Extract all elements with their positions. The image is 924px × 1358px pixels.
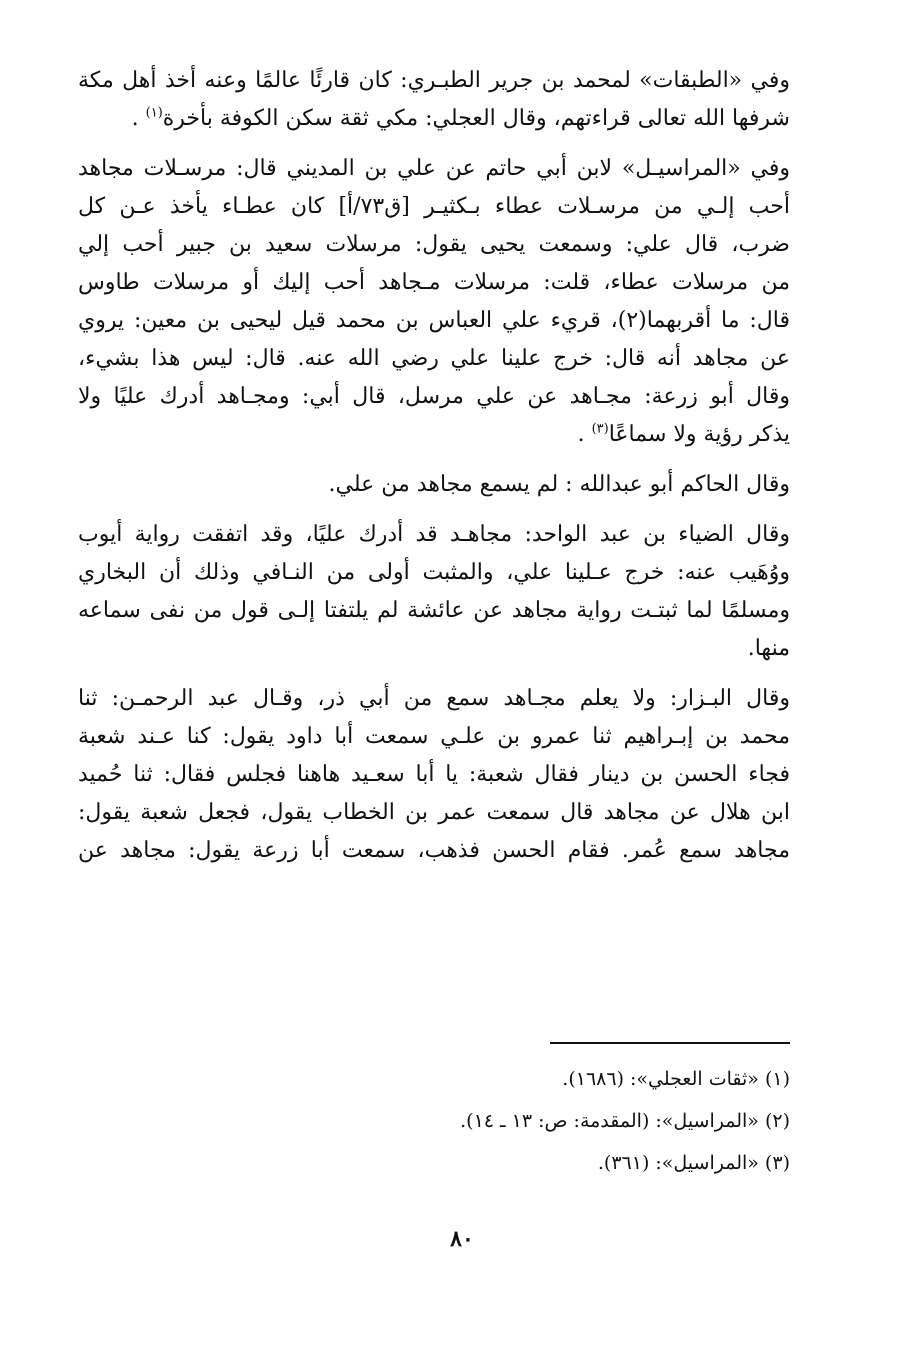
text-line: مجاهد سمع عُمر. فقام الحسن فذهب، سمعت أبا زرعة يقول: مجاهد عن xyxy=(78,838,790,863)
footnote-ref: (١) xyxy=(145,105,163,121)
text-line: وفي «الطبقات» لمحمد بن جرير الطبـري: كان قارئًا عالمًا وعنه أخذ أهل مكة xyxy=(78,68,790,93)
text-line-body: يذكر رؤية ولا سماعًا xyxy=(608,422,790,447)
text-line: قال: ما أقربهما(٢)، قريء علي العباس بن محمد قيل ليحيى بن معين: يروي xyxy=(78,308,790,333)
text-line: وفي «المراسيـل» لابن أبي حاتم عن علي بن المديني قال: مرسـلات مجاهد xyxy=(78,156,790,181)
text-line: ضرب، قال علي: وسمعت يحيى يقول: مرسلات سعيد بن جبير أحب إلي xyxy=(78,232,790,257)
text-line: وقال البـزار: ولا يعلم مجـاهد سمع من أبي ذر، وقـال عبد الرحمـن: ثنا xyxy=(78,686,790,711)
footnote-item: (١) «ثقات العجلي»: (١٦٨٦). xyxy=(562,1068,790,1090)
main-text xyxy=(78,62,790,882)
line-tail: . xyxy=(577,422,592,447)
text-line xyxy=(78,416,790,454)
footnote-item: (٣) «المراسيل»: (٣٦١). xyxy=(597,1152,790,1174)
text-line: محمد بن إبـراهيم ثنا عمرو بن علـي سمعت أبا داود يقول: كنا عـند شعبة xyxy=(78,724,791,749)
text-line: وقال الضياء بن عبد الواحد: مجاهـد قد أدرك عليًا، وقد اتفقت رواية أيوب xyxy=(78,522,790,547)
text-line xyxy=(78,100,790,138)
text-line: وقال أبو زرعة: مجـاهد عن علي مرسل، قال أبي: ومجـاهد أدرك عليًا ولا xyxy=(78,384,790,409)
paragraph-tabaqat xyxy=(78,62,790,138)
text-line-body: شرفها الله تعالى قراءتهم، وقال العجلي: مكي ثقة سكن الكوفة بأخرة xyxy=(162,106,790,131)
footnote-item: (٢) «المراسيل»: (المقدمة: ص: ١٣ ـ ١٤). xyxy=(460,1110,790,1132)
text-line: ومسلمًا لما ثبتـت رواية مجاهد عن عائشة لم يلتفتا إلـى قول من نفى سماعه xyxy=(78,598,790,623)
text-line: أحب إلـي من مرسـلات عطاء بـكثيـر [ق٧٣/أ] كان عطـاء يأخذ عـن كل xyxy=(78,194,790,219)
text-line: ابن هلال عن مجاهد قال سمعت عمر بن الخطاب يقول، فجعل شعبة يقول: xyxy=(78,800,790,825)
paragraph-marasil xyxy=(78,150,790,454)
footnote-ref: (٣) xyxy=(591,421,609,437)
line-tail: . xyxy=(131,106,146,131)
paragraph-hakim xyxy=(78,466,790,504)
text-line: عن مجاهد أنه قال: خرج علينا علي رضي الله عنه. قال: ليس هذا بشيء، xyxy=(78,346,790,371)
paragraph-bazzar xyxy=(78,680,790,870)
text-line: من مرسلات عطاء، قلت: مرسلات مـجاهد أحب إليك أو مرسلات طاوس xyxy=(78,270,790,295)
footnote-divider xyxy=(550,1042,790,1044)
page-number: ٨٠ xyxy=(450,1226,474,1252)
text-line: منها. xyxy=(747,636,790,661)
paragraph-diya xyxy=(78,516,790,668)
footnotes xyxy=(270,1058,790,1184)
text-line: فجاء الحسن بن دينار فقال شعبة: يا أبا سعـيد هاهنا فجلس فقال: ثنا حُميد xyxy=(78,762,790,787)
text-line: ووُهَيب عنه: خرج عـلينا علي، والمثبت أولى من النـافي وذلك أن البخاري xyxy=(78,560,790,585)
text-line: وقال الحاكم أبو عبدالله : لم يسمع مجاهد من علي. xyxy=(328,472,790,497)
